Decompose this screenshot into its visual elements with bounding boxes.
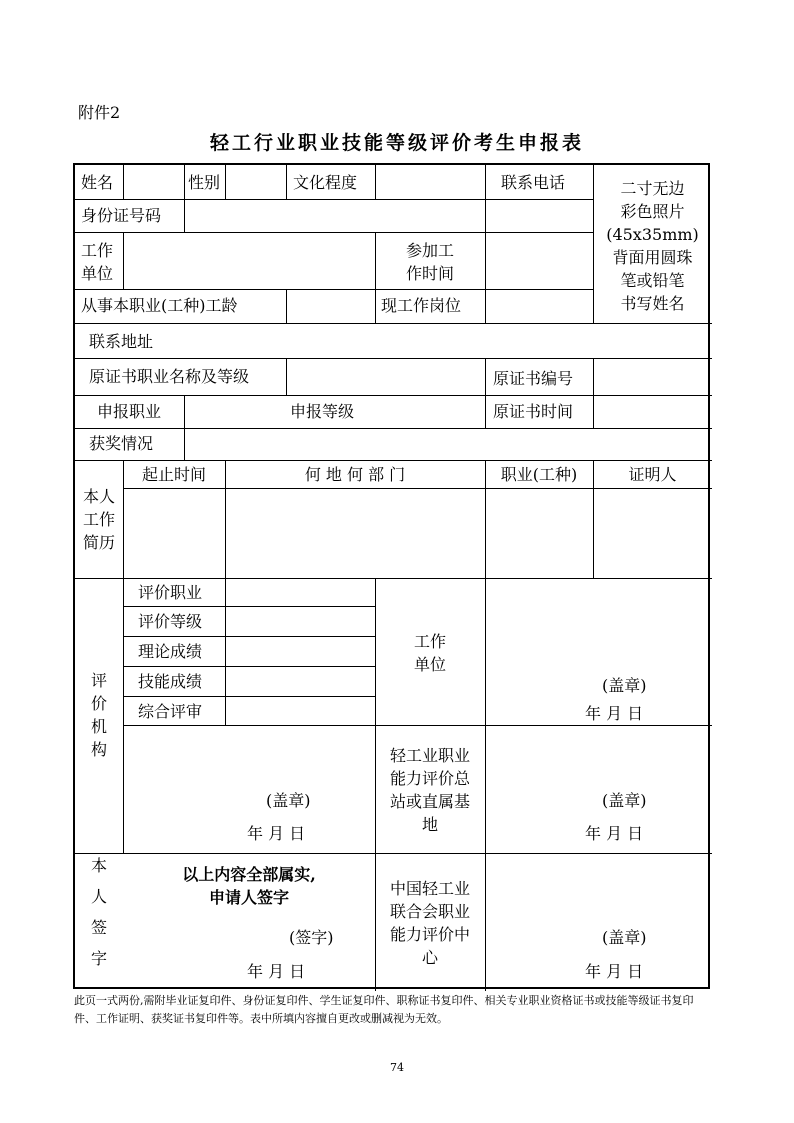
- col-line: [375, 165, 376, 199]
- orig-cert-name-label: 原证书职业名称及等级: [89, 367, 250, 386]
- date-text: 年 月 日: [585, 824, 644, 843]
- eval-work-unit-label: 工作 单位: [413, 632, 446, 674]
- seal-text: (盖章): [602, 676, 647, 695]
- date-text: 年 月 日: [247, 962, 306, 981]
- row-line: [75, 199, 593, 200]
- row-line: [75, 395, 712, 396]
- seal-text: (盖章): [266, 791, 311, 810]
- sign-text: (签字): [289, 928, 334, 947]
- col-line: [225, 578, 226, 725]
- start-work-time-label: 参加工 作时间: [405, 241, 454, 283]
- col-line: [485, 165, 486, 323]
- education-label: 文化程度: [293, 173, 358, 192]
- address-label: 联系地址: [89, 332, 154, 351]
- seal-text: (盖章): [602, 928, 647, 947]
- row-line: [75, 289, 593, 290]
- name-label: 姓名: [81, 173, 114, 192]
- eval-row-label: 技能成绩: [138, 672, 203, 691]
- row-line: [75, 323, 712, 324]
- col-line: [225, 165, 226, 199]
- date-text: 年 月 日: [247, 824, 306, 843]
- date-text: 年 月 日: [585, 962, 644, 981]
- signature-statement: 以上内容全部属实, 申请人签字: [182, 865, 316, 907]
- row-line: [75, 853, 712, 854]
- signature-label: 本 人 签 字: [90, 856, 107, 968]
- apply-job-label: 申报职业: [97, 402, 162, 421]
- org-label: 中国轻工业 联合会职业 能力评价中 心: [389, 879, 470, 967]
- col-line: [286, 289, 287, 323]
- row-line: [123, 636, 375, 637]
- eval-row-label: 理论成绩: [138, 642, 203, 661]
- row-line: [75, 428, 712, 429]
- id-number-label: 身份证号码: [81, 206, 162, 225]
- col-line: [485, 578, 486, 991]
- evaluation-label: 评 价 机 构: [90, 671, 107, 759]
- work-unit-label: 工作 单位: [81, 241, 114, 283]
- col-line: [593, 165, 594, 323]
- resume-col-place: 何 地 何 部 门: [304, 465, 406, 484]
- col-line: [184, 165, 185, 232]
- col-line: [184, 395, 185, 428]
- apply-level-label: 申报等级: [290, 402, 355, 421]
- col-line: [593, 358, 594, 428]
- resume-col-witness: 证明人: [628, 465, 677, 484]
- col-line: [123, 232, 124, 289]
- col-line: [123, 165, 124, 199]
- col-line: [123, 460, 124, 853]
- row-line: [123, 488, 712, 489]
- row-line: [75, 232, 593, 233]
- row-line: [123, 666, 375, 667]
- col-line: [286, 165, 287, 199]
- awards-label: 获奖情况: [89, 434, 154, 453]
- resume-label: 本人 工作 简历: [82, 487, 115, 552]
- page-number: 74: [390, 1061, 404, 1074]
- date-text: 年 月 日: [585, 704, 644, 723]
- seal-text: (盖章): [602, 791, 647, 810]
- eval-row-label: 综合评审: [138, 702, 203, 721]
- row-line: [123, 725, 712, 726]
- col-line: [485, 358, 486, 428]
- orig-cert-no-label: 原证书编号: [493, 369, 574, 388]
- row-line: [75, 358, 712, 359]
- row-line: [123, 696, 375, 697]
- row-line: [75, 578, 712, 579]
- station-label: 轻工业职业 能力评价总 站或直属基 地: [389, 746, 470, 834]
- form-title: 轻工行业职业技能等级评价考生申报表: [209, 132, 584, 154]
- footnote: 此页一式两份,需附毕业证复印件、身份证复印件、学生证复印件、职称证书复印件、相关专业职业资格证书或技能等级证书复印件、工作证明、获奖证书复印件等。表中所填内容擅自更改或删减视为无效。: [74, 994, 694, 1025]
- eval-row-label: 评价等级: [138, 612, 203, 631]
- post-label: 现工作岗位: [381, 296, 462, 315]
- resume-col-job: 职业(工种): [500, 465, 578, 484]
- col-line: [184, 428, 185, 460]
- row-line: [75, 460, 712, 461]
- attachment-label: 附件2: [78, 103, 121, 122]
- col-line: [286, 358, 287, 395]
- photo-instructions: 二寸无边 彩色照片 (45x35mm) 背面用圆珠 笔或铅笔 书写姓名: [606, 179, 699, 313]
- resume-col-time: 起止时间: [141, 465, 206, 484]
- years-label: 从事本职业(工种)工龄: [81, 296, 238, 315]
- row-line: [123, 606, 375, 607]
- application-form-table: [73, 163, 710, 989]
- gender-label: 性别: [188, 173, 221, 192]
- eval-row-label: 评价职业: [138, 583, 203, 602]
- phone-label: 联系电话: [501, 173, 566, 192]
- orig-cert-time-label: 原证书时间: [493, 402, 574, 421]
